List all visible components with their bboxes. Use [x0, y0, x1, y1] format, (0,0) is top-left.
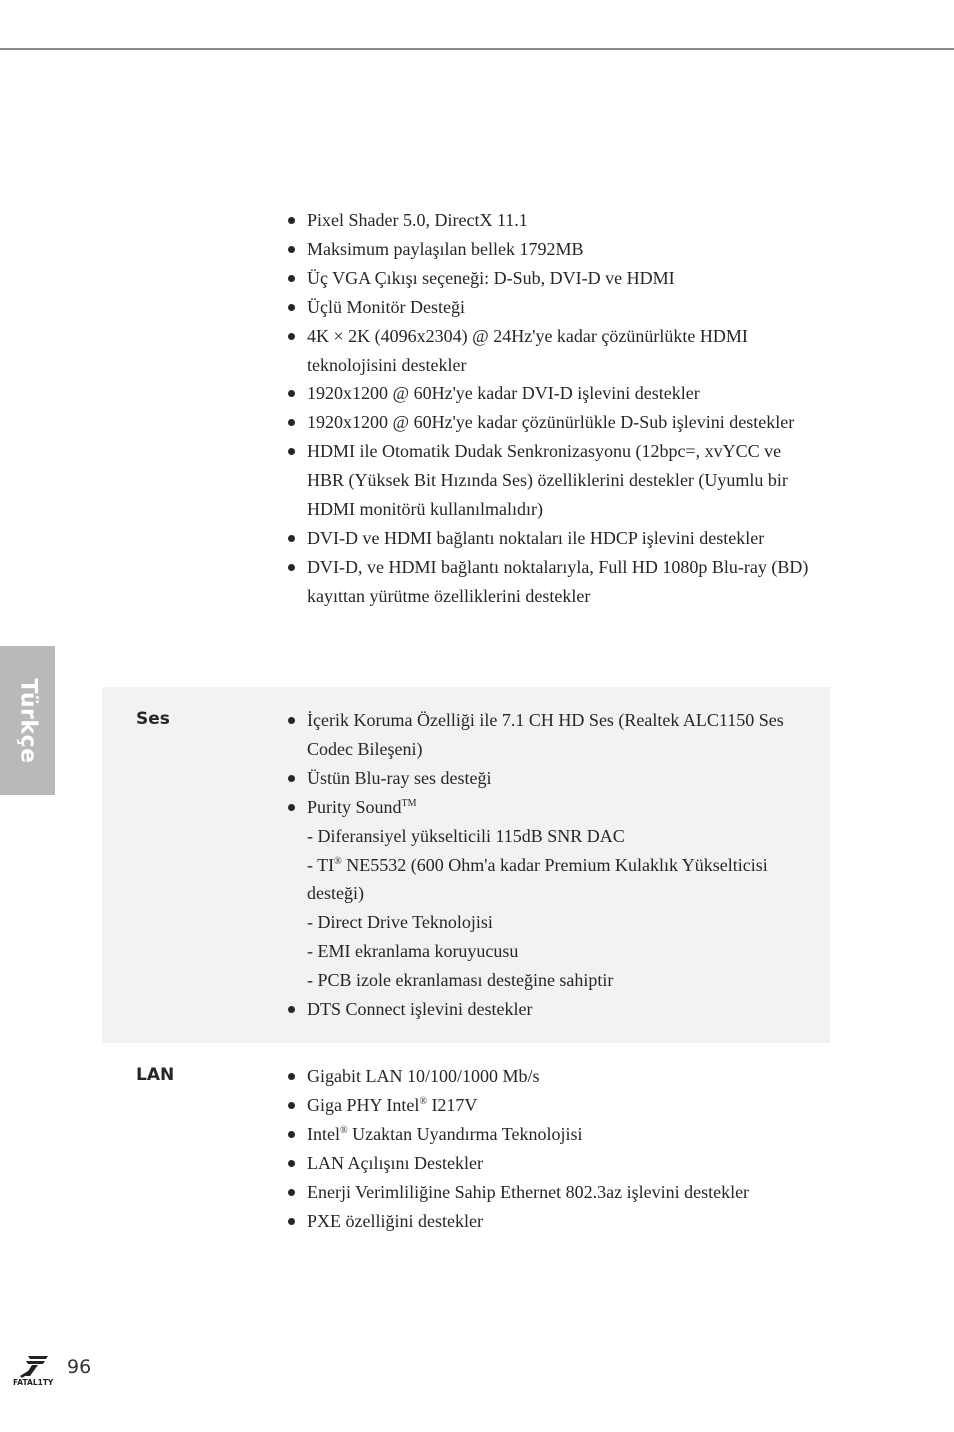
- registered-mark: ®: [419, 1095, 427, 1107]
- graphics-feature-list: [285, 206, 813, 611]
- header-rule: [0, 48, 954, 50]
- audio-section-label: Ses: [136, 709, 170, 729]
- list-item: PXE özelliğini destekler: [285, 1207, 813, 1236]
- lan-section-label: LAN: [136, 1065, 175, 1085]
- list-item: DVI-D, ve HDMI bağlantı noktalarıyla, Full HD 1080p Blu-ray (BD) kayıttan yürütme özelliklerini destekler: [285, 553, 813, 611]
- list-item: Üçlü Monitör Desteği: [285, 293, 813, 322]
- registered-mark: ®: [340, 1124, 348, 1136]
- list-item: HDMI ile Otomatik Dudak Senkronizasyonu (12bpc=, xvYCC ve HBR (Yüksek Bit Hızında Ses) özelliklerini destekler (Uyumlu bir HDMI monitörü kullanılmalıdır): [285, 437, 813, 524]
- list-subitem: - Direct Drive Teknolojisi: [307, 912, 493, 933]
- list-item: İçerik Koruma Özelliği ile 7.1 CH HD Ses (Realtek ALC1150 Ses Codec Bileşeni): [285, 706, 813, 764]
- list-item: 4K × 2K (4096x2304) @ 24Hz'ye kadar çözünürlükte HDMI teknolojisini destekler: [285, 322, 813, 380]
- list-item: Üç VGA Çıkışı seçeneği: D-Sub, DVI-D ve HDMI: [285, 264, 813, 293]
- list-item: Pixel Shader 5.0, DirectX 11.1: [285, 206, 813, 235]
- list-subitem: - Diferansiyel yükselticili 115dB SNR DAC: [307, 825, 625, 846]
- item-text: Intel: [307, 1123, 340, 1144]
- list-item: Maksimum paylaşılan bellek 1792MB: [285, 235, 813, 264]
- lan-section: [102, 1043, 830, 1243]
- list-item: DVI-D ve HDMI bağlantı noktaları ile HDCP işlevini destekler: [285, 524, 813, 553]
- list-item: [285, 1091, 813, 1120]
- list-item: Enerji Verimliliğine Sahip Ethernet 802.3az işlevini destekler: [285, 1178, 813, 1207]
- list-subitem: [285, 851, 813, 909]
- item-text: Uzaktan Uyandırma Teknolojisi: [347, 1123, 583, 1144]
- list-item: [285, 1120, 813, 1149]
- list-item: 1920x1200 @ 60Hz'ye kadar çözünürlükle D-Sub işlevini destekler: [285, 408, 813, 437]
- list-item: Üstün Blu-ray ses desteği: [285, 764, 813, 793]
- purity-sound-text: Purity Sound: [307, 796, 402, 817]
- list-item: 1920x1200 @ 60Hz'ye kadar DVI-D işlevini destekler: [285, 379, 813, 408]
- list-item: DTS Connect işlevini destekler: [285, 995, 813, 1024]
- language-side-tab: [0, 646, 55, 795]
- list-subitem: - EMI ekranlama koruyucusu: [307, 941, 519, 962]
- item-text: I217V: [426, 1094, 478, 1115]
- list-item: Gigabit LAN 10/100/1000 Mb/s: [285, 1062, 813, 1091]
- language-side-tab-label: Türkçe: [15, 677, 40, 764]
- lan-feature-list: [285, 1062, 813, 1235]
- trademark-mark: TM: [401, 797, 417, 809]
- list-item: LAN Açılışını Destekler: [285, 1149, 813, 1178]
- subitem-text: - TI: [307, 854, 335, 875]
- audio-section: [102, 687, 830, 1043]
- graphics-section: [102, 206, 830, 676]
- list-item: [285, 793, 813, 822]
- item-text: Giga PHY Intel: [307, 1094, 420, 1115]
- audio-feature-list: [285, 706, 813, 1024]
- fatal1ty-logo-text: FATAL1TY: [13, 1378, 54, 1387]
- registered-mark: ®: [334, 855, 342, 867]
- fatal1ty-logo: [12, 1354, 62, 1388]
- page-number: 96: [67, 1356, 92, 1378]
- subitem-text: NE5532 (600 Ohm'a kadar Premium Kulaklık Yükselticisi desteği): [307, 854, 768, 904]
- list-subitem: - PCB izole ekranlaması desteğine sahiptir: [307, 970, 614, 991]
